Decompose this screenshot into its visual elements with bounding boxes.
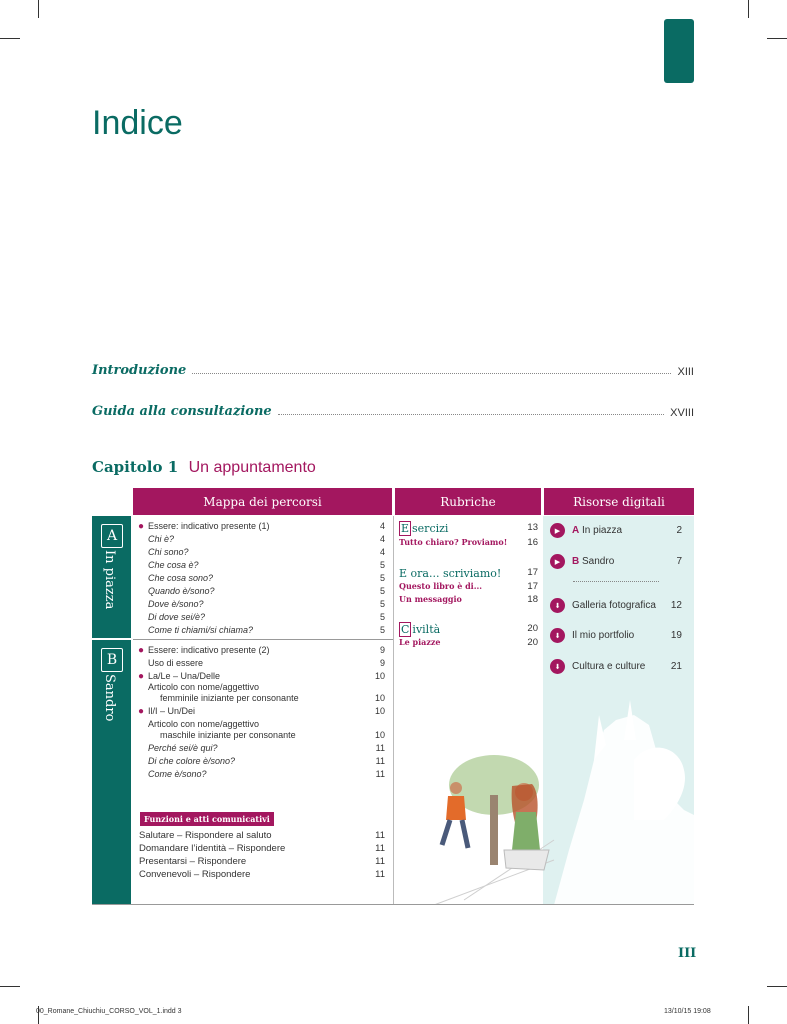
- item-page: 17: [527, 581, 538, 592]
- item-text: Tutto chiaro? Proviamo!: [399, 537, 508, 547]
- mappa-column: [133, 516, 394, 904]
- item-text: Questo libro è di...: [399, 581, 483, 591]
- risorsa-text: Cultura e culture: [572, 661, 646, 672]
- item-text: Presentarsi – Rispondere: [139, 856, 247, 867]
- item-text: Essere: indicativo presente (2): [148, 645, 270, 655]
- section-name: In piazza: [102, 550, 117, 610]
- item-page: 19: [670, 630, 682, 641]
- toc-label: Guida alla consultazione: [92, 404, 272, 419]
- slug-filename: 00_Romane_Chiuchiu_CORSO_VOL_1.indd 3: [36, 1008, 182, 1015]
- item-page: 12: [670, 600, 682, 611]
- item-text: Come è/sono?: [148, 769, 207, 779]
- item-text: Un messaggio: [399, 594, 462, 604]
- item-page: 11: [375, 743, 385, 753]
- item-text: maschile iniziante per consonante: [160, 730, 296, 740]
- risorsa-in-piazza[interactable]: [550, 523, 690, 539]
- item-text: Chi sono?: [148, 547, 189, 557]
- section-letter: B: [101, 648, 123, 672]
- initial-box: C: [401, 623, 410, 636]
- item-page: 5: [379, 599, 385, 609]
- rubrica-title: iviltà: [412, 623, 441, 636]
- chapter-number: Capitolo 1: [92, 458, 179, 476]
- item-text: Convenevoli – Rispondere: [139, 869, 251, 880]
- item-page: 11: [375, 856, 385, 867]
- crop-mark: [38, 0, 39, 18]
- risorsa-sandro[interactable]: [550, 554, 690, 570]
- item-text: Il/I – Un/Dei: [148, 706, 196, 716]
- item-page: 21: [670, 661, 682, 672]
- item-text: Le piazze: [399, 637, 441, 647]
- section-letter: A: [101, 524, 123, 548]
- item-page: 10: [374, 730, 385, 740]
- item-text: Che cosa è?: [148, 560, 199, 570]
- item-page: 16: [527, 537, 538, 548]
- play-icon[interactable]: ▶: [550, 554, 565, 569]
- item-page: 11: [375, 769, 385, 779]
- item-text: Articolo con nome/aggettivo: [148, 719, 260, 729]
- toc-introduzione[interactable]: [92, 358, 694, 378]
- header-mappa: Mappa dei percorsi: [133, 488, 392, 515]
- risorsa-cultura[interactable]: [550, 659, 690, 675]
- bullet: ●: [138, 521, 145, 532]
- item-page: 18: [527, 594, 538, 605]
- risorsa-text: Sandro: [582, 556, 615, 567]
- item-text: Chi è?: [148, 534, 175, 544]
- slug-timestamp: 13/10/15 19:08: [664, 1008, 711, 1015]
- item-text: Di che colore è/sono?: [148, 756, 236, 766]
- item-page: 10: [374, 706, 385, 716]
- section-a-bar: [92, 516, 131, 638]
- crop-mark: [748, 1006, 749, 1024]
- chapter-name: Un appuntamento: [188, 459, 316, 476]
- item-page: 5: [379, 586, 385, 596]
- header-rubriche: Rubriche: [395, 488, 541, 515]
- item-page: 9: [379, 645, 385, 655]
- crop-mark: [0, 38, 20, 39]
- item-text: E ora... scriviamo!: [399, 567, 502, 580]
- bullet: ●: [138, 706, 145, 717]
- crop-mark: [767, 986, 787, 987]
- dotted-separator: [573, 581, 659, 582]
- item-page: 10: [374, 671, 385, 681]
- initial-box: E: [401, 522, 410, 535]
- download-icon[interactable]: ⬇: [550, 598, 565, 613]
- item-text: Articolo con nome/aggettivo: [148, 682, 260, 692]
- rubrica-title: sercizi: [412, 522, 449, 535]
- risorsa-letter: A: [572, 525, 580, 536]
- risorsa-galleria[interactable]: [550, 598, 690, 614]
- crop-mark: [767, 38, 787, 39]
- risorsa-text: In piazza: [582, 525, 623, 536]
- header-risorse: Risorse digitali: [544, 488, 694, 515]
- item-text: La/Le – Una/Delle: [148, 671, 221, 681]
- item-text: Di dove sei/è?: [148, 612, 206, 622]
- toc-guida[interactable]: [92, 399, 694, 419]
- item-page: 4: [379, 521, 385, 531]
- download-icon[interactable]: ⬇: [550, 659, 565, 674]
- risorsa-text: Galleria fotografica: [572, 600, 656, 611]
- item-text: Uso di essere: [148, 658, 204, 668]
- bullet: ●: [138, 671, 145, 682]
- toc-label: Introduzione: [92, 363, 187, 378]
- crop-mark: [748, 0, 749, 18]
- piazza-illustration: [394, 700, 694, 905]
- item-page: 4: [379, 534, 385, 544]
- item-page: 11: [375, 756, 385, 766]
- item-page: 13: [527, 522, 538, 533]
- item-page: 11: [375, 869, 385, 880]
- risorsa-portfolio[interactable]: [550, 628, 690, 644]
- section-divider: [133, 639, 393, 640]
- item-text: Come ti chiami/si chiama?: [148, 625, 254, 635]
- dot-leader: [278, 414, 664, 415]
- item-page: 11: [375, 830, 385, 841]
- toc-page: XIII: [677, 366, 694, 378]
- item-page: 2: [676, 525, 682, 536]
- item-page: 5: [379, 560, 385, 570]
- item-text: Quando è/sono?: [148, 586, 215, 596]
- item-page: 10: [374, 693, 385, 703]
- item-page: 4: [379, 547, 385, 557]
- item-text: femminile iniziante per consonante: [160, 693, 299, 703]
- play-icon[interactable]: ▶: [550, 523, 565, 538]
- page-number: III: [678, 946, 697, 961]
- download-icon[interactable]: ⬇: [550, 628, 565, 643]
- risorsa-text: Il mio portfolio: [572, 630, 635, 641]
- table-bottom-rule: [92, 904, 694, 905]
- chapter-heading: [92, 458, 316, 477]
- section-b-bar: [92, 640, 131, 904]
- bullet: ●: [138, 645, 145, 656]
- item-page: 17: [527, 567, 538, 578]
- risorsa-letter: B: [572, 556, 580, 567]
- crop-mark: [0, 986, 20, 987]
- item-page: 9: [379, 658, 385, 668]
- item-text: Che cosa sono?: [148, 573, 214, 583]
- item-text: Perché sei/è qui?: [148, 743, 218, 753]
- item-text: Domandare l’identità – Rispondere: [139, 843, 286, 854]
- item-page: 11: [375, 843, 385, 854]
- item-text: Essere: indicativo presente (1): [148, 521, 270, 531]
- item-text: Salutare – Rispondere al saluto: [139, 830, 272, 841]
- chapter-tab: [664, 19, 694, 83]
- item-page: 7: [676, 556, 682, 567]
- page-title: Indice: [92, 104, 183, 142]
- item-page: 5: [379, 625, 385, 635]
- item-page: 20: [527, 623, 538, 634]
- item-page: 20: [527, 637, 538, 648]
- item-text: Dove è/sono?: [148, 599, 204, 609]
- funzioni-label: Funzioni e atti comunicativi: [140, 812, 274, 826]
- item-page: 5: [379, 573, 385, 583]
- item-page: 5: [379, 612, 385, 622]
- toc-page: XVIII: [670, 407, 694, 419]
- section-name: Sandro: [102, 674, 117, 722]
- dot-leader: [192, 373, 671, 374]
